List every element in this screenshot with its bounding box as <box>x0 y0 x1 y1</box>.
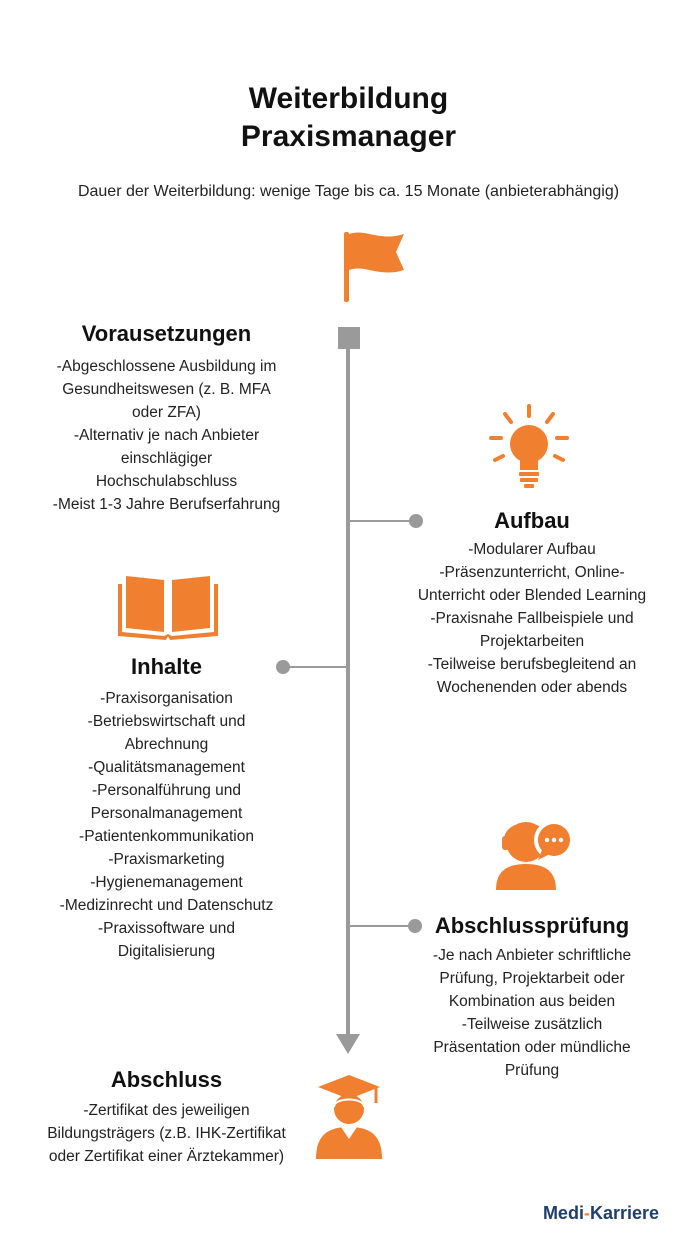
section-body-abschluss <box>20 1099 313 1168</box>
text-line: -Abgeschlossene Ausbildung im <box>56 358 277 375</box>
text-line: -Patientenkommunikation <box>79 828 254 845</box>
text-line: -Betriebswirtschaft und <box>87 713 246 730</box>
lightbulb-icon <box>487 402 571 492</box>
text-line: oder ZFA) <box>132 404 201 421</box>
text-line: -Praxisnahe Fallbeispiele und <box>430 610 634 627</box>
section-body-aufbau <box>392 538 672 699</box>
text-line: Gesundheitswesen (z. B. MFA <box>62 381 271 398</box>
text-line: Abrechnung <box>124 736 209 753</box>
section-body-voraussetzungen <box>20 355 313 516</box>
text-line: -Meist 1-3 Jahre Berufserfahrung <box>52 496 281 513</box>
text-line: -Präsenzunterricht, Online- <box>439 564 625 581</box>
text-line: Kombination aus beiden <box>448 993 616 1010</box>
medi-karriere-logo <box>543 1203 659 1224</box>
text-line: -Teilweise berufsbegleitend an <box>427 656 637 673</box>
text-line: -Praxismarketing <box>108 851 225 868</box>
text-line: -Teilweise zusätzlich <box>461 1016 603 1033</box>
text-line: Personalmanagement <box>90 805 243 822</box>
text-line: Präsentation oder mündliche <box>433 1039 631 1056</box>
graduate-icon <box>314 1073 384 1159</box>
section-heading-abschluss: Abschluss <box>110 1067 223 1092</box>
flag-icon <box>340 228 410 304</box>
section-heading-aufbau: Aufbau <box>494 508 570 533</box>
section-body-inhalte <box>16 687 317 963</box>
text-line: -Personalführung und <box>91 782 242 799</box>
page-title-line-1: Weiterbildung <box>248 82 449 115</box>
person-speech-bubble-icon <box>492 810 576 892</box>
text-line: -Hygienemanagement <box>90 874 243 891</box>
text-line: Hochschulabschluss <box>95 473 238 490</box>
text-line: Prüfung <box>504 1062 560 1079</box>
text-line: Digitalisierung <box>117 943 216 960</box>
text-line: Prüfung, Projektarbeit oder <box>439 970 625 987</box>
book-icon <box>116 570 220 642</box>
logo-text-karriere: Karriere <box>589 1203 659 1223</box>
text-line: oder Zertifikat einer Ärztekammer) <box>48 1148 285 1165</box>
text-line: -Medizinrecht und Datenschutz <box>59 897 274 914</box>
text-line: -Modularer Aufbau <box>468 541 596 558</box>
text-line: Wochenenden oder abends <box>436 679 628 696</box>
section-heading-abschlusspruefung: Abschlussprüfung <box>434 913 630 938</box>
timeline-line <box>346 340 350 1040</box>
section-heading-voraussetzungen: Vorausetzungen <box>81 321 252 346</box>
text-line: -Praxisorganisation <box>100 690 233 707</box>
text-line: Projektarbeiten <box>479 633 585 650</box>
text-line: -Praxissoftware und <box>98 920 235 937</box>
section-body-abschlusspruefung <box>392 944 672 1082</box>
timeline-arrow-icon <box>336 1034 360 1054</box>
text-line: einschlägiger <box>120 450 213 467</box>
logo-text-medi: Medi <box>542 1203 584 1223</box>
section-heading-inhalte: Inhalte <box>131 654 202 679</box>
duration-subtitle: Dauer der Weiterbildung: wenige Tage bis ca. 15 Monate (anbieterabhängig) <box>77 183 620 200</box>
page-title-line-2: Praxismanager <box>240 120 457 153</box>
text-line: -Je nach Anbieter schriftliche <box>432 947 632 964</box>
text-line: -Alternativ je nach Anbieter <box>73 427 260 444</box>
text-line: Bildungsträgers (z.B. IHK-Zertifikat <box>47 1125 286 1142</box>
logo-dash: - <box>583 1203 590 1223</box>
text-line: -Qualitätsmanagement <box>88 759 245 776</box>
text-line: Unterricht oder Blended Learning <box>417 587 647 604</box>
text-line: -Zertifikat des jeweiligen <box>83 1102 250 1119</box>
